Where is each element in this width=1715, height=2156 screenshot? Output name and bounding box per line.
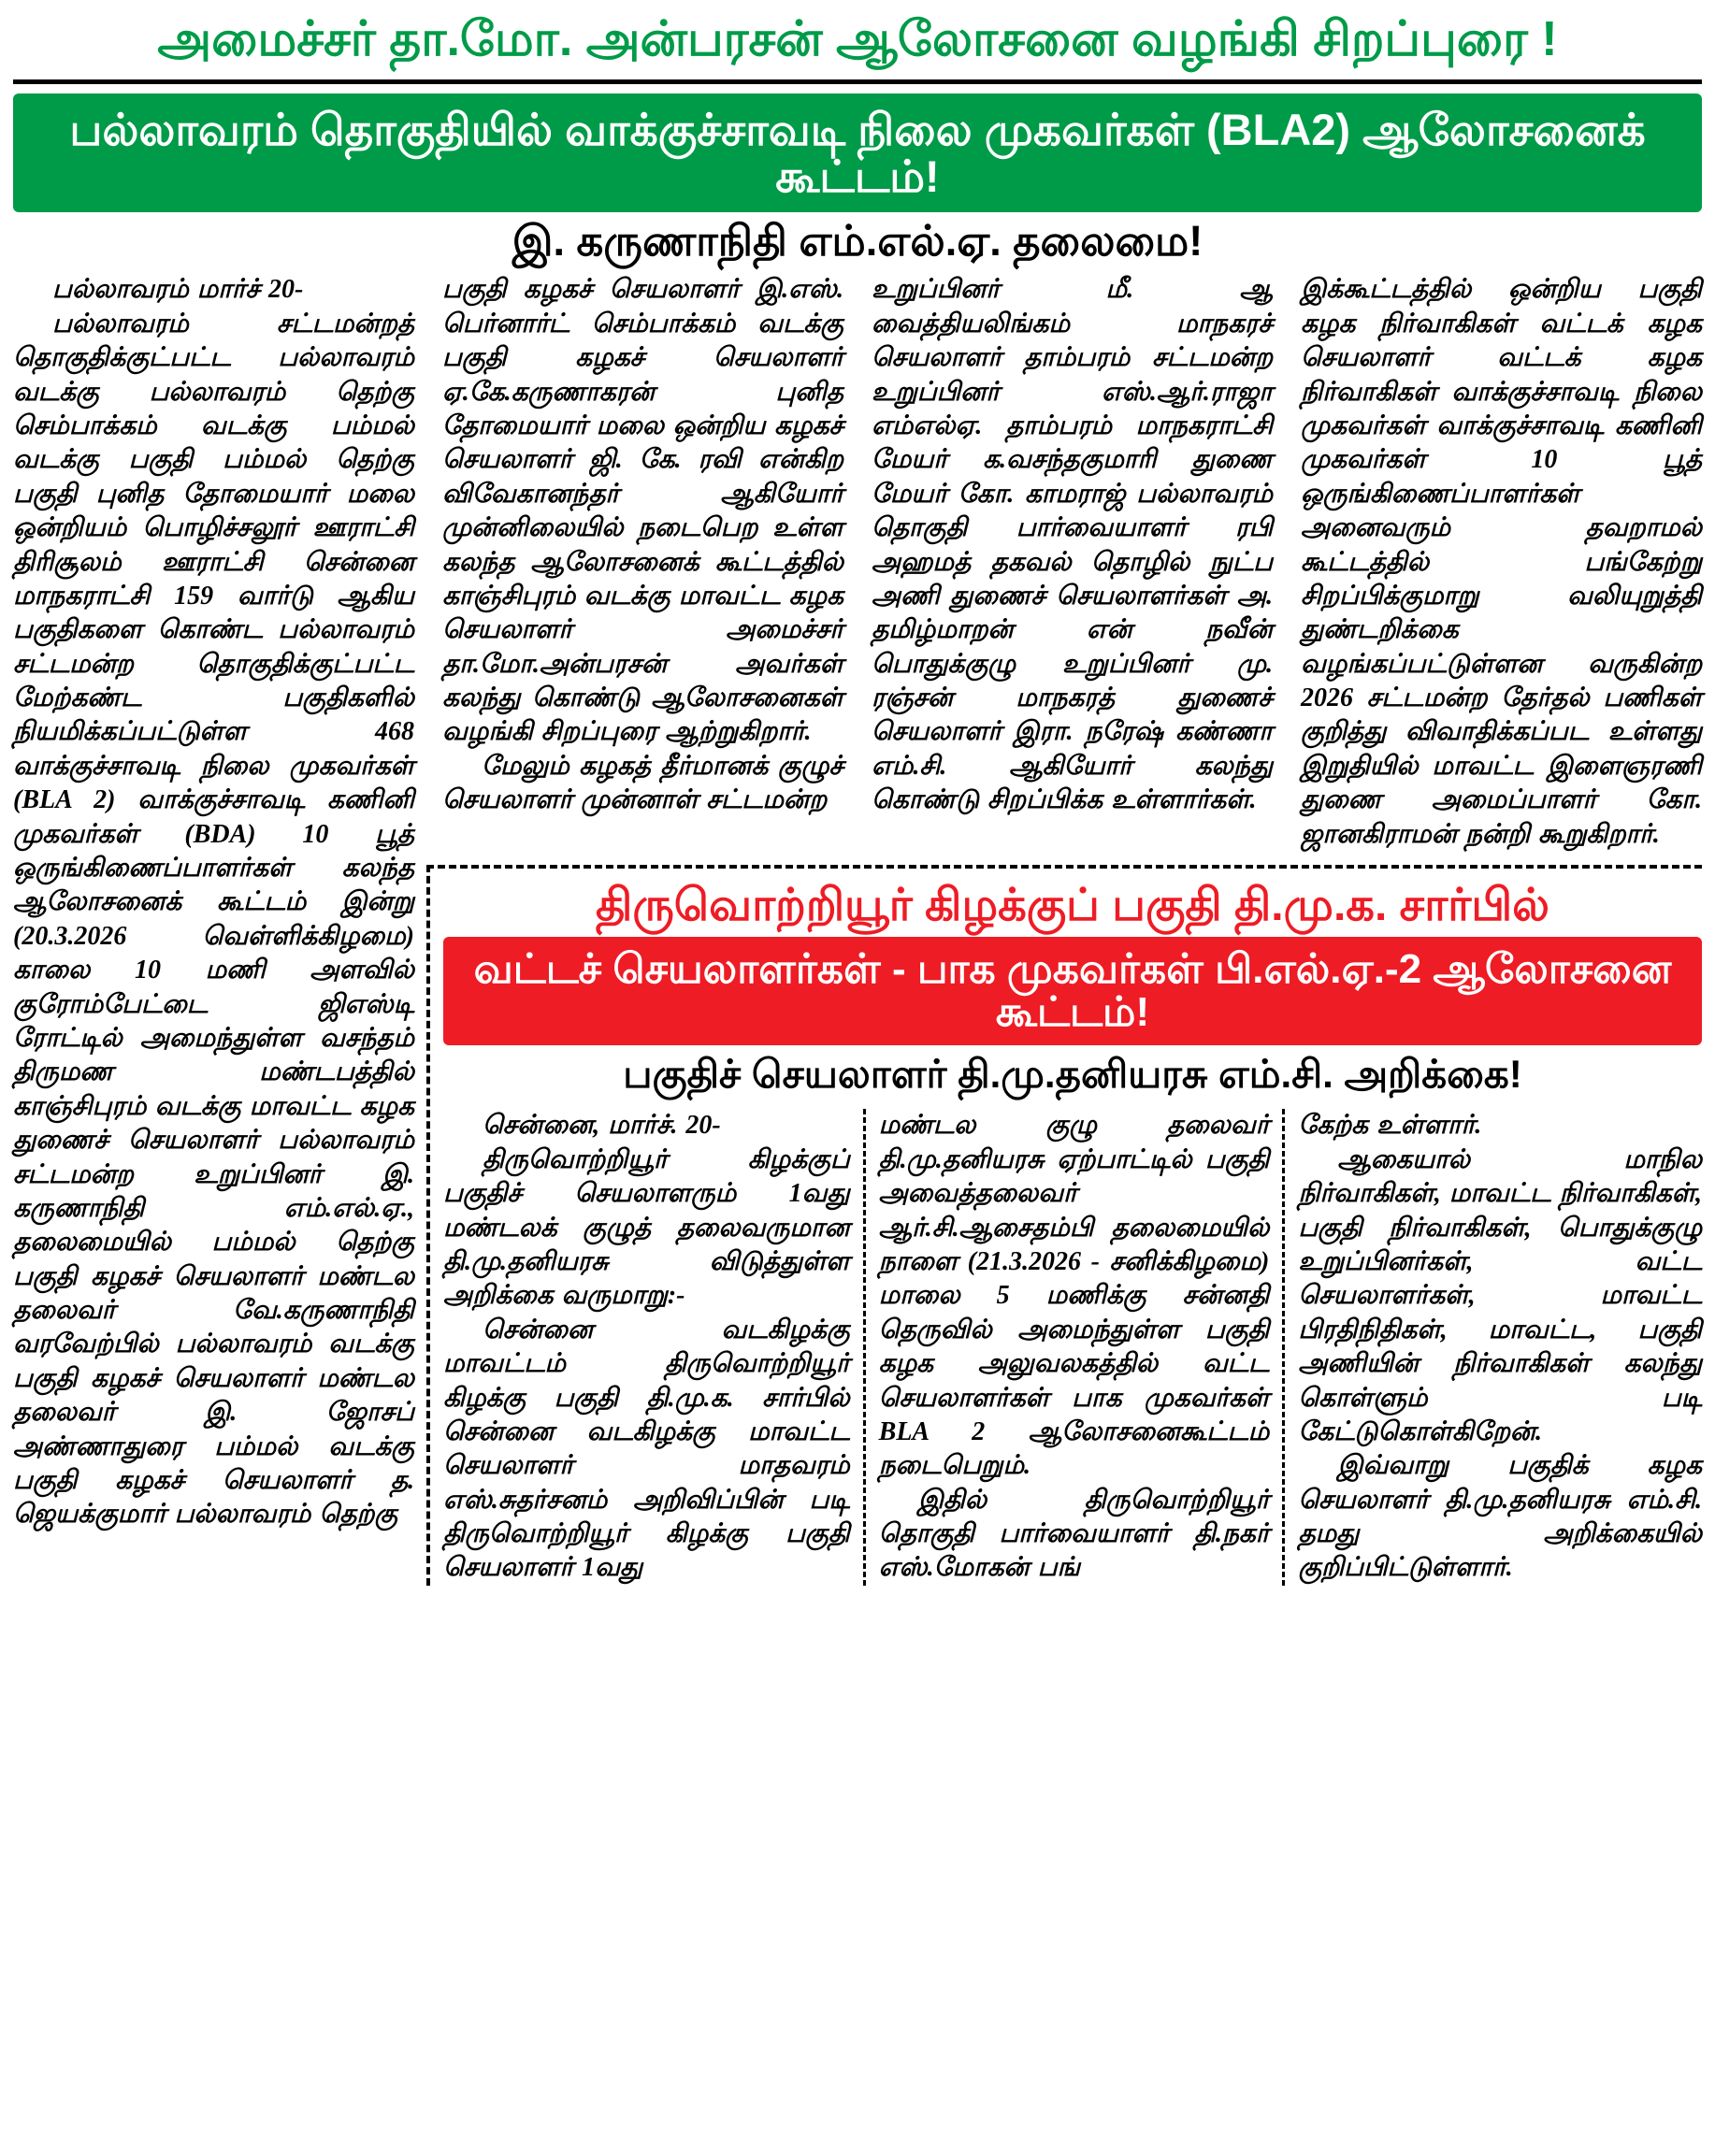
- article1-paragraph: மேலும் கழகத் தீர்மானக் குழுச் செயலாளர் முன்னாள் சட்டமன்ற: [442, 751, 843, 815]
- article1-header: [13, 9, 1702, 264]
- article1-column-1: [13, 273, 414, 1531]
- article2-subheadline: பகுதிச் செயலாளர் தி.மு.தனியரசு எம்.சி. அறிக்கை!: [623, 1052, 1522, 1097]
- article1-column-2: [442, 273, 843, 817]
- article2-top-headline: திருவொற்றியூர் கிழக்குப் பகுதி தி.மு.க. சார்பில்: [595, 881, 1550, 931]
- article1-paragraph: உறுப்பினர் மீ. ஆ வைத்தியலிங்கம் மாநகரச் செயலாளர் தாம்பரம் சட்டமன்ற உறுப்பினர் எஸ்.ஆர்.ராஜா எம்எல்ஏ. தாம்பரம் மாநகராட்சி மேயர் க.வசந்தகுமாரி துணை மேயர் கோ. காமராஜ் பல்லாவரம் தொகுதி பார்வையாளர் ரபி அஹமத் தகவல் தொழில் நுட்ப அணி துணைச் செயலாளர்கள் அ. தமிழ்மாறன் என் நவீன் பொதுக்குழு உறுப்பினர் மு. ரஞ்சன் மாநகரத் துணைச் செயலாளர் இரா. நரேஷ் கண்ணா எம்.சி. ஆகியோர் கலந்து கொண்டு சிறப்பிக்க உள்ளார்கள்.: [872, 275, 1273, 815]
- article1-top-headline: அமைச்சர் தா.மோ. அன்பரசன் ஆலோசனை வழங்கி சிறப்புரை !: [13, 9, 1702, 84]
- article1-column-4: [1301, 273, 1702, 852]
- article2-paragraph: கேற்க உள்ளார்.: [1298, 1111, 1482, 1141]
- article2-paragraph: இவ்வாறு பகுதிக் கழக செயலாளர் தி.மு.தனியரசு எம்.சி. தமது அறிக்கையில் குறிப்பிட்டுள்ளார்.: [1298, 1451, 1702, 1583]
- article2-paragraph: மண்டல குழு தலைவர் தி.மு.தனியரசு ஏற்பாட்டில் பகுதி அவைத்தலைவர் ஆர்.சி.ஆசைதம்பி தலைமையில் நாளை (21.3.2026 - சனிக்கிழமை) மாலை 5 மணிக்கு சன்னதி தெருவில் அமைந்துள்ள பகுதி கழக அலுவலகத்தில் வட்ட செயலாளர்கள் பாக முகவர்கள் BLA 2 ஆலோசனைகூட்டம் நடைபெறும்.: [878, 1111, 1270, 1481]
- article2-column-1: [443, 1109, 863, 1585]
- article1-banner-headline: பல்லாவரம் தொகுதியில் வாக்குச்சாவடி நிலை முகவர்கள் (BLA2) ஆலோசனைக் கூட்டம்!: [13, 93, 1702, 212]
- article1-paragraph: இக்கூட்டத்தில் ஒன்றிய பகுதி கழக நிர்வாகிகள் வட்டக் கழக செயலாளர் வட்டக் கழக நிர்வாகிகள் வாக்குச்சாவடி நிலை முகவர்கள் வாக்குச்சாவடி கணினி முகவர்கள் 10 பூத் ஒருங்கிணைப்பாளர்கள் அனைவரும் தவறாமல் கூட்டத்தில் பங்கேற்று சிறப்பிக்குமாறு வலியுறுத்தி துண்டறிக்கை வழங்கப்பட்டுள்ளன வருகின்ற 2026 சட்டமன்ற தேர்தல் பணிகள் குறித்து விவாதிக்கப்பட உள்ளது இறுதியில் மாவட்ட இளைஞரணி துணை அமைப்பாளர் கோ. ஜானகிராமன் நன்றி கூறுகிறார்.: [1301, 275, 1702, 849]
- article2-dateline: சென்னை, மார்ச். 20-: [483, 1111, 721, 1141]
- article-grid: [13, 273, 1702, 1585]
- article2-column-3: [1282, 1109, 1702, 1585]
- article1-subheadline: இ. கருணாநிதி எம்.எல்.ஏ. தலைமை!: [512, 216, 1203, 265]
- article2-banner-headline: வட்டச் செயலாளர்கள் - பாக முகவர்கள் பி.எல்.ஏ.-2 ஆலோசனை கூட்டம்!: [443, 937, 1702, 1045]
- article1-paragraph: பகுதி கழகச் செயலாளர் இ.எஸ். பெர்னார்ட் செம்பாக்கம் வடக்கு பகுதி கழகச் செயலாளர் ஏ.கே.கருணாகரன் புனித தோமையார் மலை ஒன்றிய கழகச் செயலாளர் ஜி. கே. ரவி என்கிற விவேகானந்தர் ஆகியோர் முன்னிலையில் நடைபெற உள்ள கலந்த ஆலோசனைக் கூட்டத்தில் காஞ்சிபுரம் வடக்கு மாவட்ட கழக செயலாளர் அமைச்சர் தா.மோ.அன்பரசன் அவர்கள் கலந்து கொண்டு ஆலோசனைகள் வழங்கி சிறப்புரை ஆற்றுகிறார்.: [442, 275, 843, 747]
- article1-dateline: பல்லாவரம் மார்ச் 20-: [52, 275, 304, 305]
- article2-paragraph: ஆகையால் மாநில நிர்வாகிகள், மாவட்ட நிர்வாகிகள், பகுதி நிர்வாகிகள், பொதுக்குழு உறுப்பினர்கள், வட்ட செயலாளர்கள், மாவட்ட பிரதிநிதிகள், மாவட்ட, பகுதி அணியின் நிர்வாகிகள் கலந்து கொள்ளும் படி கேட்டுகொள்கிறேன்.: [1298, 1144, 1702, 1446]
- article2-columns: [443, 1109, 1702, 1585]
- article2-section: [426, 865, 1702, 1586]
- article2-paragraph: திருவொற்றியூர் கிழக்குப் பகுதிச் செயலாளரும் 1வது மண்டலக் குழுத் தலைவருமான தி.மு.தனியரசு விடுத்துள்ள அறிக்கை வருமாறு:-: [443, 1144, 850, 1311]
- article2-paragraph: சென்னை வடகிழக்கு மாவட்டம் திருவொற்றியூர் கிழக்கு பகுதி தி.மு.க. சார்பில் சென்னை வடகிழக்கு மாவட்ட செயலாளர் மாதவரம் எஸ்.சுதர்சனம் அறிவிப்பின் படி திருவொற்றியூர் கிழக்கு பகுதி செயலாளர் 1வது: [443, 1315, 850, 1583]
- article2-column-2: [863, 1109, 1283, 1585]
- article2-paragraph: இதில் திருவொற்றியூர் தொகுதி பார்வையாளர் தி.நகர் எஸ்.மோகன் பங்: [878, 1485, 1270, 1583]
- article1-paragraph: பல்லாவரம் சட்டமன்றத் தொகுதிக்குட்பட்ட பல்லாவரம் வடக்கு பல்லாவரம் தெற்கு செம்பாக்கம் வடக்கு பம்மல் வடக்கு பகுதி பம்மல் தெற்கு பகுதி புனித தோமையார் மலை ஒன்றியம் பொழிச்சலூர் ஊராட்சி திரிசூலம் ஊராட்சி சென்னை மாநகராட்சி 159 வார்டு ஆகிய பகுதிகளை கொண்ட பல்லாவரம் சட்டமன்ற தொகுதிக்குட்பட்ட மேற்கண்ட பகுதிகளில் நியமிக்கப்பட்டுள்ள 468 வாக்குச்சாவடி நிலை முகவர்கள் (BLA 2) வாக்குச்சாவடி கணினி முகவர்கள் (BDA) 10 பூத் ஒருங்கிணைப்பாளர்கள் கலந்த ஆலோசனைக் கூட்டம் இன்று (20.3.2026 வெள்ளிக்கிழமை) காலை 10 மணி அளவில் குரோம்பேட்டை ஜிஎஸ்டி ரோட்டில் அமைந்துள்ள வசந்தம் திருமண மண்டபத்தில் காஞ்சிபுரம் வடக்கு மாவட்ட கழக துணைச் செயலாளர் பல்லாவரம் சட்டமன்ற உறுப்பினர் இ. கருணாநிதி எம்.எல்.ஏ., தலைமையில் பம்மல் தெற்கு பகுதி கழகச் செயலாளர் மண்டல தலைவர் வே.கருணாநிதி வரவேற்பில் பல்லாவரம் வடக்கு பகுதி கழகச் செயலாளர் மண்டல தலைவர் இ. ஜோசப் அண்ணாதுரை பம்மல் வடக்கு பகுதி கழகச் செயலாளர் த. ஜெயக்குமார் பல்லாவரம் தெற்கு: [13, 309, 414, 1530]
- article1-column-3: [872, 273, 1273, 817]
